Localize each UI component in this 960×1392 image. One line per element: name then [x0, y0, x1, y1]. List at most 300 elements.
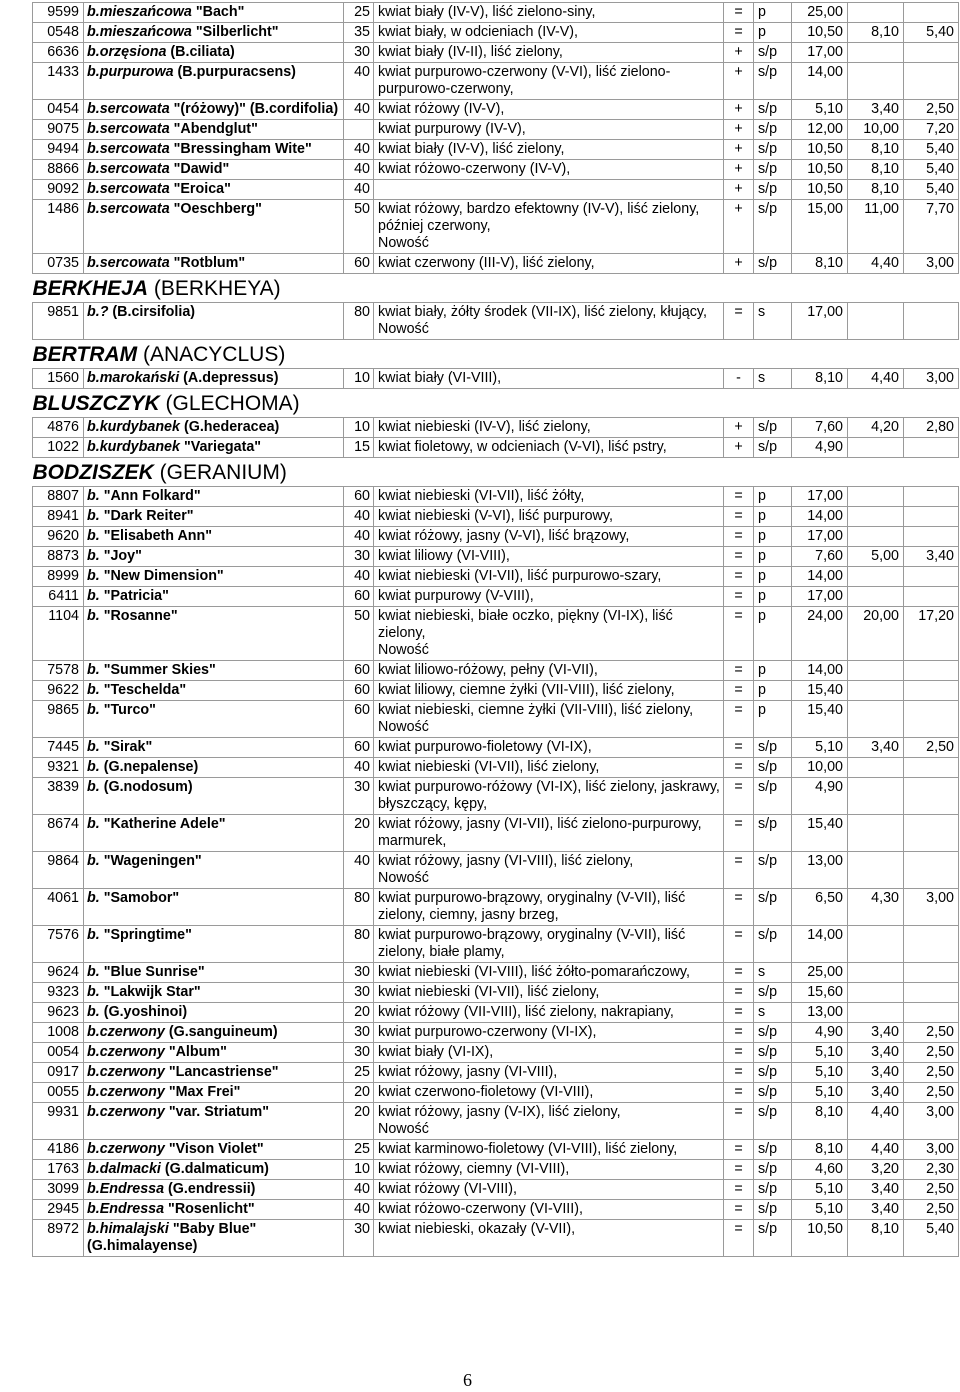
plant-description [374, 507, 724, 527]
table-row [33, 1043, 959, 1063]
product-code: 8674 [33, 815, 84, 852]
availability-mark: = [724, 983, 754, 1003]
pot-type: s/p [754, 852, 792, 889]
plant-name [84, 1200, 344, 1220]
plant-description [374, 778, 724, 815]
plant-height: 25 [344, 1140, 374, 1160]
plant-description [374, 852, 724, 889]
price-2 [848, 701, 904, 738]
description-text: kwiat purpurowy (IV-V), [378, 121, 526, 137]
plant-species: b.mieszańcowa [87, 24, 192, 40]
price-1: 10,50 [792, 23, 848, 43]
plant-height: 60 [344, 701, 374, 738]
plant-height: 50 [344, 607, 374, 661]
section-latin-name: (GERANIUM) [153, 461, 287, 484]
price-2: 8,10 [848, 1220, 904, 1257]
product-code: 0548 [33, 23, 84, 43]
plant-cultivar: (G.dalmaticum) [160, 1161, 269, 1177]
description-text: kwiat różowy (IV-V), [378, 101, 505, 117]
section-title [33, 389, 959, 418]
table-row [33, 369, 959, 389]
table-row [33, 200, 959, 254]
price-2 [848, 681, 904, 701]
plant-description [374, 1043, 724, 1063]
plant-species: b.sercowata [87, 121, 170, 137]
product-code: 4876 [33, 418, 84, 438]
pot-type: p [754, 23, 792, 43]
plant-species: b.kurdybanek [87, 439, 180, 455]
availability-mark: = [724, 1200, 754, 1220]
plant-cultivar: "Rosanne" [99, 608, 178, 624]
price-2 [848, 1003, 904, 1023]
price-2 [848, 983, 904, 1003]
availability-mark: + [724, 438, 754, 458]
table-row [33, 661, 959, 681]
description-text: kwiat niebieski (VI-VII), liść żółty, [378, 488, 585, 504]
price-2: 4,40 [848, 369, 904, 389]
price-1: 4,90 [792, 438, 848, 458]
plant-species: b. [87, 927, 100, 943]
table-row [33, 587, 959, 607]
plant-height: 30 [344, 778, 374, 815]
section-polish-name: BLUSZCZYK [32, 392, 160, 415]
availability-mark: = [724, 487, 754, 507]
pot-type: p [754, 487, 792, 507]
description-text: kwiat purpurowo-różowy (VI-IX), liść zielony, jaskrawy, błyszczący, kępy, [378, 779, 720, 812]
availability-mark: = [724, 681, 754, 701]
price-3: 3,00 [904, 369, 959, 389]
plant-species: b. [87, 548, 100, 564]
plant-cultivar: "Bressingham Wite" [169, 141, 312, 157]
plant-name [84, 852, 344, 889]
section-title [33, 458, 959, 487]
price-1: 15,40 [792, 701, 848, 738]
plant-cultivar: "(różowy)" (B.cordifolia) [169, 101, 339, 117]
pot-type: s/p [754, 1200, 792, 1220]
plant-height: 40 [344, 507, 374, 527]
plant-description [374, 1220, 724, 1257]
price-2 [848, 778, 904, 815]
price-3: 2,50 [904, 738, 959, 758]
price-1: 5,10 [792, 1043, 848, 1063]
price-3 [904, 507, 959, 527]
table-row [33, 889, 959, 926]
plant-name [84, 140, 344, 160]
price-1: 6,50 [792, 889, 848, 926]
catalog-rows [33, 3, 959, 1257]
price-1: 10,50 [792, 140, 848, 160]
plant-cultivar: (B.purpuracsens) [173, 64, 296, 80]
product-code: 0735 [33, 254, 84, 274]
plant-description [374, 1083, 724, 1103]
plant-species: b. [87, 702, 100, 718]
price-3: 7,70 [904, 200, 959, 254]
pot-type: p [754, 701, 792, 738]
price-2 [848, 487, 904, 507]
description-text: kwiat karminowo-fioletowy (VI-VIII), liść zielony, [378, 1141, 678, 1157]
table-row [33, 527, 959, 547]
price-3: 2,50 [904, 1063, 959, 1083]
price-3 [904, 758, 959, 778]
plant-height: 50 [344, 200, 374, 254]
availability-mark: = [724, 852, 754, 889]
plant-name [84, 507, 344, 527]
price-1: 14,00 [792, 926, 848, 963]
availability-mark: = [724, 758, 754, 778]
price-3: 3,00 [904, 254, 959, 274]
availability-mark: + [724, 418, 754, 438]
price-3 [904, 487, 959, 507]
price-3 [904, 303, 959, 340]
plant-cultivar: (A.depressus) [179, 370, 279, 386]
plant-cultivar: (G.hederacea) [179, 419, 280, 435]
product-code: 9851 [33, 303, 84, 340]
plant-description [374, 815, 724, 852]
price-1: 4,90 [792, 778, 848, 815]
plant-species: b. [87, 528, 100, 544]
price-2: 8,10 [848, 180, 904, 200]
availability-mark: = [724, 1023, 754, 1043]
product-code: 2945 [33, 1200, 84, 1220]
pot-type: p [754, 547, 792, 567]
table-row [33, 607, 959, 661]
availability-mark: = [724, 815, 754, 852]
plant-species: b. [87, 984, 100, 1000]
price-3 [904, 1003, 959, 1023]
plant-name [84, 180, 344, 200]
pot-type: s/p [754, 43, 792, 63]
plant-height: 60 [344, 681, 374, 701]
availability-mark: = [724, 1140, 754, 1160]
pot-type: s/p [754, 1160, 792, 1180]
availability-mark: = [724, 607, 754, 661]
table-row [33, 1103, 959, 1140]
price-3 [904, 527, 959, 547]
plant-name [84, 983, 344, 1003]
plant-species: b.czerwony [87, 1024, 165, 1040]
plant-species: b.czerwony [87, 1084, 165, 1100]
product-code: 8873 [33, 547, 84, 567]
plant-description [374, 1200, 724, 1220]
description-text: kwiat fioletowy, w odcieniach (V-VI), liść pstry, [378, 439, 667, 455]
plant-height: 20 [344, 1003, 374, 1023]
plant-cultivar: "Dawid" [169, 161, 230, 177]
pot-type: s/p [754, 100, 792, 120]
pot-type: s/p [754, 120, 792, 140]
pot-type: s/p [754, 758, 792, 778]
plant-height: 40 [344, 567, 374, 587]
plant-cultivar: (G.nepalense) [99, 759, 199, 775]
product-code: 0055 [33, 1083, 84, 1103]
plant-name [84, 661, 344, 681]
description-text: kwiat różowy, jasny (VI-VIII), liść zielony, [378, 853, 634, 869]
availability-mark: = [724, 507, 754, 527]
table-row [33, 140, 959, 160]
description-text: kwiat biały, w odcieniach (IV-V), [378, 24, 578, 40]
price-2: 4,30 [848, 889, 904, 926]
availability-mark: = [724, 701, 754, 738]
plant-description [374, 160, 724, 180]
plant-height: 10 [344, 369, 374, 389]
table-row [33, 1220, 959, 1257]
plant-name [84, 1023, 344, 1043]
pot-type: p [754, 507, 792, 527]
table-row [33, 1140, 959, 1160]
plant-description [374, 254, 724, 274]
price-2 [848, 587, 904, 607]
plant-cultivar: "Oeschberg" [169, 201, 262, 217]
plant-height: 30 [344, 1043, 374, 1063]
price-1: 14,00 [792, 507, 848, 527]
plant-description [374, 889, 724, 926]
availability-mark: + [724, 180, 754, 200]
table-row [33, 758, 959, 778]
price-1: 10,50 [792, 1220, 848, 1257]
section-latin-name: (BERKHEYA) [148, 277, 281, 300]
table-row [33, 701, 959, 738]
plant-cultivar: (G.sanguineum) [164, 1024, 278, 1040]
plant-description [374, 963, 724, 983]
product-code: 9624 [33, 963, 84, 983]
price-1: 8,10 [792, 369, 848, 389]
plant-species: b. [87, 964, 100, 980]
price-2 [848, 815, 904, 852]
pot-type: p [754, 3, 792, 23]
plant-cultivar: "Variegata" [179, 439, 262, 455]
plant-description [374, 587, 724, 607]
pot-type: s/p [754, 1103, 792, 1140]
table-row [33, 1200, 959, 1220]
plant-species: b.kurdybanek [87, 419, 180, 435]
pot-type: s/p [754, 889, 792, 926]
table-row [33, 778, 959, 815]
plant-cultivar: "Teschelda" [99, 682, 187, 698]
plant-name [84, 926, 344, 963]
availability-mark: = [724, 547, 754, 567]
price-3: 2,50 [904, 100, 959, 120]
price-3 [904, 701, 959, 738]
plant-height: 30 [344, 1220, 374, 1257]
new-badge: Nowość [378, 235, 429, 251]
plant-cultivar: "New Dimension" [99, 568, 224, 584]
plant-species: b.dalmacki [87, 1161, 161, 1177]
availability-mark: + [724, 100, 754, 120]
product-code: 0917 [33, 1063, 84, 1083]
plant-species: b. [87, 1004, 100, 1020]
price-3 [904, 926, 959, 963]
table-row [33, 1083, 959, 1103]
table-row [33, 1063, 959, 1083]
price-1: 24,00 [792, 607, 848, 661]
plant-cultivar: (G.yoshinoi) [99, 1004, 188, 1020]
pot-type: s/p [754, 1063, 792, 1083]
price-2 [848, 527, 904, 547]
pot-type: s/p [754, 738, 792, 758]
price-3 [904, 778, 959, 815]
plant-description [374, 23, 724, 43]
price-1: 15,00 [792, 200, 848, 254]
product-code: 9075 [33, 120, 84, 140]
product-code: 7578 [33, 661, 84, 681]
price-3: 3,40 [904, 547, 959, 567]
section-latin-name: (GLECHOMA) [159, 392, 300, 415]
plant-name [84, 778, 344, 815]
plant-cultivar: (B.ciliata) [166, 44, 235, 60]
table-row [33, 120, 959, 140]
plant-cultivar: "Vison Violet" [164, 1141, 264, 1157]
plant-height: 40 [344, 63, 374, 100]
table-row [33, 23, 959, 43]
plant-height: 40 [344, 160, 374, 180]
product-code: 6636 [33, 43, 84, 63]
price-3: 3,00 [904, 889, 959, 926]
description-text: kwiat niebieski, białe oczko, piękny (VI-IX), liść zielony, [378, 608, 673, 641]
product-code: 8866 [33, 160, 84, 180]
plant-name [84, 1103, 344, 1140]
plant-description [374, 303, 724, 340]
plant-cultivar: "Elisabeth Ann" [99, 528, 213, 544]
plant-cultivar: "Summer Skies" [99, 662, 216, 678]
availability-mark: = [724, 567, 754, 587]
plant-description [374, 120, 724, 140]
price-1: 17,00 [792, 487, 848, 507]
pot-type: s/p [754, 200, 792, 254]
availability-mark: = [724, 1160, 754, 1180]
price-1: 17,00 [792, 303, 848, 340]
price-2: 10,00 [848, 120, 904, 140]
plant-name [84, 369, 344, 389]
catalog-table [32, 2, 959, 1257]
pot-type: s/p [754, 1043, 792, 1063]
table-row [33, 3, 959, 23]
price-3 [904, 587, 959, 607]
plant-description [374, 43, 724, 63]
section-header [33, 389, 959, 418]
description-text: kwiat różowy, bardzo efektowny (IV-V), liść zielony, później czerwony, [378, 201, 700, 234]
product-code: 9092 [33, 180, 84, 200]
price-3: 2,50 [904, 1180, 959, 1200]
pot-type: s/p [754, 1023, 792, 1043]
description-text: kwiat purpurowo-czerwony (V-VI), liść zielono-purpurowo-czerwony, [378, 64, 671, 97]
plant-description [374, 100, 724, 120]
availability-mark: + [724, 160, 754, 180]
plant-name [84, 1180, 344, 1200]
description-text: kwiat niebieski (VI-VII), liść zielony, [378, 984, 600, 1000]
plant-height: 35 [344, 23, 374, 43]
plant-name [84, 100, 344, 120]
price-1: 14,00 [792, 661, 848, 681]
plant-name [84, 607, 344, 661]
price-1: 17,00 [792, 527, 848, 547]
description-text: kwiat purpurowo-brązowy, oryginalny (V-VII), liść zielony, białe plamy, [378, 927, 686, 960]
price-2: 4,40 [848, 254, 904, 274]
plant-height: 25 [344, 3, 374, 23]
price-3: 2,50 [904, 1043, 959, 1063]
plant-cultivar: "Eroica" [169, 181, 231, 197]
plant-species: b.marokański [87, 370, 180, 386]
plant-height: 30 [344, 43, 374, 63]
price-3: 7,20 [904, 120, 959, 140]
plant-name [84, 1003, 344, 1023]
product-code: 4061 [33, 889, 84, 926]
price-1: 5,10 [792, 1180, 848, 1200]
plant-name [84, 3, 344, 23]
description-text: kwiat liliowo-różowy, pełny (VI-VII), [378, 662, 598, 678]
availability-mark: = [724, 1063, 754, 1083]
pot-type: p [754, 607, 792, 661]
price-1: 13,00 [792, 852, 848, 889]
price-1: 15,60 [792, 983, 848, 1003]
plant-cultivar: (G.nodosum) [99, 779, 193, 795]
price-3 [904, 661, 959, 681]
plant-name [84, 815, 344, 852]
price-3 [904, 438, 959, 458]
plant-height: 80 [344, 303, 374, 340]
price-2: 8,10 [848, 23, 904, 43]
description-text: kwiat czerwono-fioletowy (VI-VIII), [378, 1084, 594, 1100]
pot-type: s/p [754, 418, 792, 438]
plant-description [374, 1180, 724, 1200]
table-row [33, 1180, 959, 1200]
plant-species: b.orzęsiona [87, 44, 167, 60]
plant-description [374, 661, 724, 681]
plant-description [374, 180, 724, 200]
plant-species: b. [87, 682, 100, 698]
description-text: kwiat niebieski (VI-VII), liść purpurowo-szary, [378, 568, 662, 584]
plant-species: b.sercowata [87, 255, 170, 271]
pot-type: s/p [754, 160, 792, 180]
section-header [33, 458, 959, 487]
plant-description [374, 527, 724, 547]
pot-type: s/p [754, 63, 792, 100]
price-2: 4,40 [848, 1140, 904, 1160]
price-2 [848, 926, 904, 963]
plant-species: b.sercowata [87, 201, 170, 217]
description-text: kwiat różowo-czerwony (VI-VIII), [378, 1201, 583, 1217]
product-code: 9321 [33, 758, 84, 778]
plant-height: 20 [344, 1103, 374, 1140]
plant-name [84, 43, 344, 63]
price-1: 8,10 [792, 1103, 848, 1140]
plant-name [84, 303, 344, 340]
price-2: 8,10 [848, 160, 904, 180]
price-1: 5,10 [792, 100, 848, 120]
table-row [33, 180, 959, 200]
price-3: 5,40 [904, 23, 959, 43]
price-3 [904, 63, 959, 100]
price-3: 5,40 [904, 180, 959, 200]
description-text: kwiat różowy, jasny (VI-VIII), [378, 1064, 558, 1080]
price-2 [848, 963, 904, 983]
table-row [33, 963, 959, 983]
new-badge: Nowość [378, 719, 429, 735]
pot-type: s/p [754, 815, 792, 852]
table-row [33, 63, 959, 100]
plant-name [84, 418, 344, 438]
availability-mark: = [724, 1220, 754, 1257]
plant-name [84, 438, 344, 458]
plant-name [84, 1063, 344, 1083]
plant-height: 40 [344, 758, 374, 778]
price-1: 7,60 [792, 547, 848, 567]
availability-mark: + [724, 140, 754, 160]
price-2: 4,20 [848, 418, 904, 438]
plant-height: 30 [344, 547, 374, 567]
plant-cultivar: "Blue Sunrise" [99, 964, 205, 980]
plant-height: 20 [344, 1083, 374, 1103]
table-row [33, 43, 959, 63]
availability-mark: = [724, 303, 754, 340]
